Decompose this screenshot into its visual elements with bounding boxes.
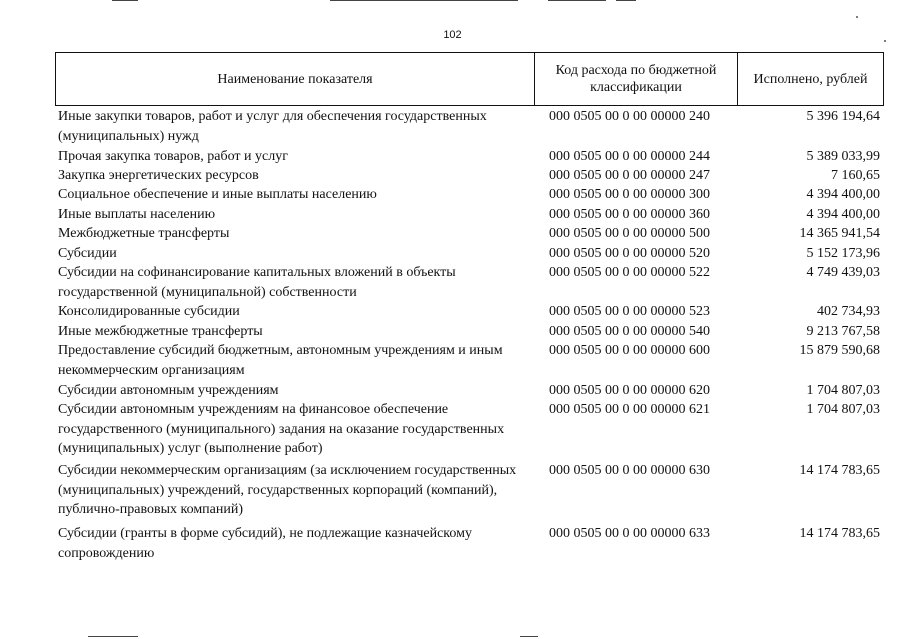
row-name: Иные закупки товаров, работ и услуг для обеспечения государственных (муниципальных) нужд: [58, 109, 487, 144]
scan-line-top-right: [548, 0, 606, 1]
row-amount: 5 396 194,64: [806, 109, 880, 124]
row-amount: 4 749 439,03: [806, 265, 880, 280]
scan-line-top-right-2: [616, 0, 636, 1]
row-code: 000 0505 00 0 00 00000 244: [549, 149, 710, 164]
row-amount: 4 394 400,00: [806, 187, 880, 202]
row-code: 000 0505 00 0 00 00000 620: [549, 383, 710, 398]
row-amount: 4 394 400,00: [806, 207, 880, 222]
row-name: Субсидии автономным учреждениям: [58, 383, 279, 398]
row-name: Иные выплаты населению: [58, 207, 216, 222]
row-amount: 1 704 807,03: [806, 383, 880, 398]
row-amount: 5 389 033,99: [806, 149, 880, 164]
row-amount: 7 160,65: [831, 168, 880, 183]
row-name: Прочая закупка товаров, работ и услуг: [58, 149, 288, 164]
row-name: Межбюджетные трансферты: [58, 226, 230, 241]
row-name: Предоставление субсидий бюджетным, автономным учреждениям и иным некоммерческим организациям: [58, 343, 503, 378]
row-code: 000 0505 00 0 00 00000 360: [549, 207, 710, 222]
row-name: Субсидии автономным учреждениям на финансовое обеспечение государственного (муниципального) задания на оказание государственных (муниципальных) услуг (выполнение работ): [58, 402, 505, 456]
column-header-name: Наименование показателя: [217, 71, 373, 87]
scan-line-bottom-center: [520, 636, 538, 637]
row-code: 000 0505 00 0 00 00000 500: [549, 226, 710, 241]
row-amount: 15 879 590,68: [799, 343, 880, 358]
row-code: 000 0505 00 0 00 00000 522: [549, 265, 710, 280]
row-name: Иные межбюджетные трансферты: [58, 324, 263, 339]
row-amount: 14 174 783,65: [799, 526, 880, 541]
row-amount: 402 734,93: [817, 304, 880, 319]
row-code: 000 0505 00 0 00 00000 540: [549, 324, 710, 339]
row-name: Субсидии некоммерческим организациям (за исключением государственных (муниципальных) учреждений, государственных корпораций (компаний), публично-правовых компаний): [58, 463, 517, 517]
row-code: 000 0505 00 0 00 00000 523: [549, 304, 710, 319]
row-code: 000 0505 00 0 00 00000 633: [549, 526, 710, 541]
row-name: Закупка энергетических ресурсов: [58, 168, 259, 183]
row-name: Субсидии: [58, 246, 117, 261]
row-amount: 14 365 941,54: [799, 226, 880, 241]
row-code: 000 0505 00 0 00 00000 247: [549, 168, 710, 183]
row-name: Субсидии (гранты в форме субсидий), не подлежащие казначейскому сопровождению: [58, 526, 472, 561]
row-code: 000 0505 00 0 00 00000 240: [549, 109, 710, 124]
row-code: 000 0505 00 0 00 00000 600: [549, 343, 710, 358]
row-amount: 14 174 783,65: [799, 463, 880, 478]
column-header-code: Код расхода по бюджетной классификации: [534, 53, 737, 105]
scan-line-bottom-left: [88, 636, 138, 637]
scan-dot: [856, 16, 858, 18]
scan-line-top-center: [330, 0, 518, 1]
row-amount: 1 704 807,03: [806, 402, 880, 417]
scan-line-top-left: [112, 0, 138, 1]
row-code: 000 0505 00 0 00 00000 621: [549, 402, 710, 417]
row-name: Социальное обеспечение и иные выплаты населению: [58, 187, 377, 202]
row-amount: 9 213 767,58: [806, 324, 880, 339]
page-number: 102: [443, 29, 462, 41]
row-code: 000 0505 00 0 00 00000 520: [549, 246, 710, 261]
column-header-amount: Исполнено, рублей: [737, 53, 883, 105]
row-code: 000 0505 00 0 00 00000 300: [549, 187, 710, 202]
row-name: Консолидированные субсидии: [58, 304, 240, 319]
table-header: [55, 52, 884, 106]
row-code: 000 0505 00 0 00 00000 630: [549, 463, 710, 478]
row-amount: 5 152 173,96: [806, 246, 880, 261]
row-name: Субсидии на софинансирование капитальных вложений в объекты государственной (муниципальной) собственности: [58, 265, 456, 300]
